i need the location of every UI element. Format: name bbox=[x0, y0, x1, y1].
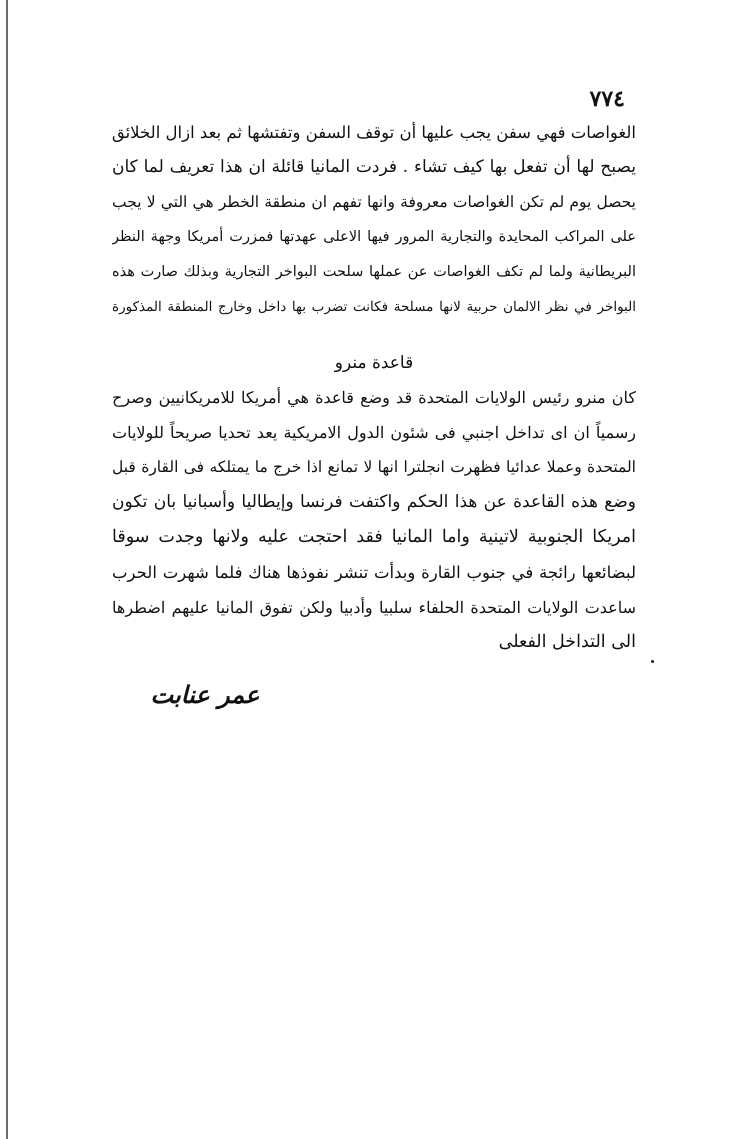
page-edge-rule bbox=[6, 0, 8, 1139]
margin-mark bbox=[651, 660, 654, 663]
text-line: يحصل يوم لم تكن الغواصات معروفة وانها تفهم ان منطقة الخطر هي التي لا يجب bbox=[112, 193, 636, 211]
text-line: ساعدت الولايات المتحدة الحلفاء سلبيا وأدبيا ولكن تفوق المانيا عليهم اضطرها bbox=[112, 598, 636, 617]
text-line: كان منرو رئيس الولايات المتحدة قد وضع قاعدة هي أمريكا للامريكانيين وصرح bbox=[112, 388, 636, 407]
text-line: المتحدة وعملا عدائيا فظهرت انجلترا انها لا تمانع اذا خرج ما يمتلكه فى القارة قبل bbox=[112, 458, 636, 476]
section-heading: قاعدة منرو bbox=[334, 353, 414, 373]
text-line: على المراكب المحايدة والتجارية المرور فيها الاعلى عهدتها فمزرت أمريكا وجهة النظر bbox=[112, 229, 636, 245]
text-line: رسمياً ان اى تداخل اجنبي فى شئون الدول الامريكية يعد تحديا صريحاً للولايات bbox=[112, 423, 636, 442]
text-line: الى التداخل الفعلى bbox=[498, 632, 636, 652]
text-line: الغواصات فهي سفن يجب عليها أن توقف السفن وتفتشها ثم بعد ازال الخلائق bbox=[112, 123, 636, 142]
text-line: يصبح لها أن تفعل بها كيف تشاء . فردت المانيا قائلة ان هذا تعريف لما كان bbox=[112, 157, 636, 177]
paragraph-2 bbox=[112, 380, 636, 660]
text-line: لبضائعها رائجة في جنوب القارة وبدأت تنشر نفوذها هناك فلما شهرت الحرب bbox=[112, 563, 636, 582]
text-line: امريكا الجنوبية لاتينية واما المانيا فقد احتجت عليه ولانها وجدت سوقا bbox=[112, 527, 636, 547]
text-line: البريطانية ولما لم تكف الغواصات عن عملها سلحت البواخر التجارية وبذلك صارت هذه bbox=[112, 264, 636, 280]
paragraph-1 bbox=[112, 115, 636, 325]
page-number: ٧٧٤ bbox=[589, 86, 625, 112]
text-line: وضع هذه القاعدة عن هذا الحكم واكتفت فرنسا وإيطاليا وأسبانيا بان تكون bbox=[112, 492, 636, 512]
text-line: البواخر في نظر الالمان حربية لانها مسلحة فكانت تضرب بها داخل وخارج المنطقة المذكورة bbox=[112, 299, 636, 315]
author-signature: عمر عنابت bbox=[150, 680, 260, 709]
